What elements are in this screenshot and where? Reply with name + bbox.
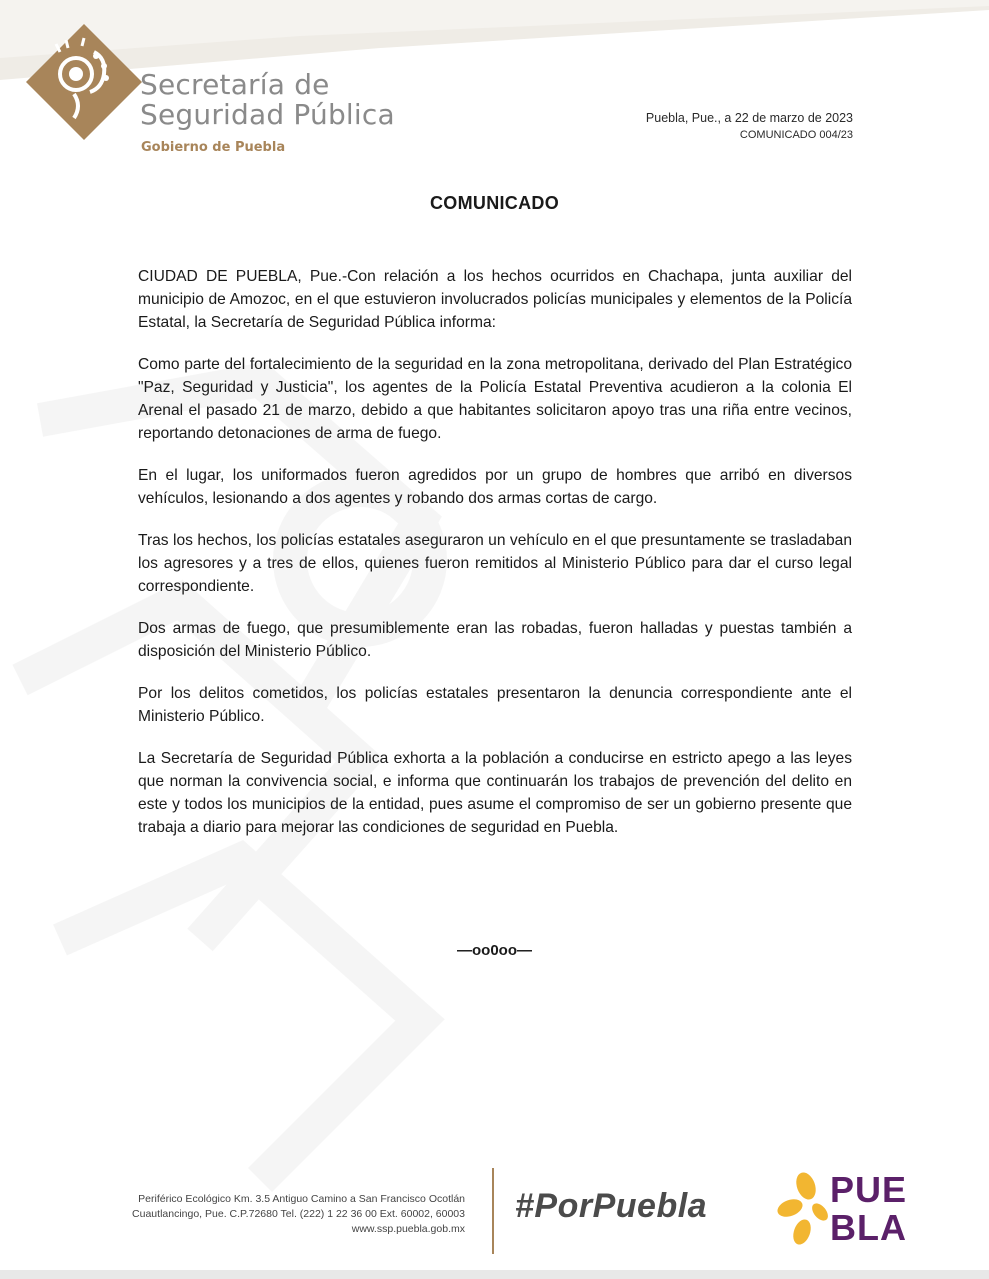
paragraph: Dos armas de fuego, que presumiblemente eran las robadas, fueron halladas y puestas también a disposición del Ministerio Público. [138,620,852,660]
document-body [138,265,852,858]
government-label: Gobierno de Puebla [141,140,286,155]
date-place: Puebla, Pue., a 22 de marzo de 2023 [645,111,853,125]
ssp-emblem-logo [24,22,144,142]
paragraph: La Secretaría de Seguridad Pública exhorta a la población a conducirse en estricto apego a las leyes que norman la convivencia social, e informa que continuarán los trabajos de prevención del delito en este y todos los municipios de la entidad, pues asume el compromiso de ser un gobierno presente que trabaja a diario para mejorar las condiciones de seguridad en Puebla. [138,750,852,836]
paragraph: Por los delitos cometidos, los policías estatales presentaron la denuncia correspondiente ante el Ministerio Público. [138,685,852,725]
puebla-logo-bottom: BLA [830,1207,907,1248]
closing-mark: —oo0oo— [457,942,532,959]
footer-divider [492,1168,494,1254]
address-line2: Cuautlancingo, Pue. C.P.72680 Tel. (222) 1 22 36 00 Ext. 60002, 60003 [132,1208,465,1220]
org-name-line1: Secretaría de [140,68,330,101]
communique-code: COMUNICADO 004/23 [739,129,853,141]
paragraph: Como parte del fortalecimiento de la seguridad en la zona metropolitana, derivado del Plan Estratégico "Paz, Seguridad y Justicia", los agentes de la Policía Estatal Preventiva acudieron a la colonia El Arenal el pasado 21 de marzo, debido a que habitantes solicitaron apoyo tras una riña entre vecinos, reportando detonaciones de arma de fuego. [138,356,852,442]
dateline [646,110,853,144]
hashtag-slogan: #PorPuebla [515,1187,708,1225]
puebla-logo-top: PUE [830,1169,908,1210]
org-name-line2: Seguridad Pública [140,98,395,131]
footer-address [42,1192,465,1237]
bottom-bar [0,1270,989,1279]
paragraph: CIUDAD DE PUEBLA, Pue.-Con relación a los hechos ocurridos en Chachapa, junta auxiliar del municipio de Amozoc, en el que estuvieron involucrados policías municipales y elementos de la Policía Estatal, la Secretaría de Seguridad Pública informa: [138,268,852,331]
website-link[interactable]: www.ssp.puebla.gob.mx [351,1223,465,1235]
paragraph: En el lugar, los uniformados fueron agredidos por un grupo de hombres que arribó en diversos vehículos, lesionando a dos agentes y robando dos armas cortas de cargo. [138,467,852,507]
address-line1: Periférico Ecológico Km. 3.5 Antiguo Camino a San Francisco Ocotlán [138,1193,465,1205]
organization-name [140,70,395,130]
paragraph: Tras los hechos, los policías estatales aseguraron un vehículo en el que presuntamente se trasladaban los agresores y a tres de ellos, quienes fueron remitidos al Ministerio Público para dar el curso legal correspondiente. [138,532,852,595]
document-title: COMUNICADO [430,193,559,213]
